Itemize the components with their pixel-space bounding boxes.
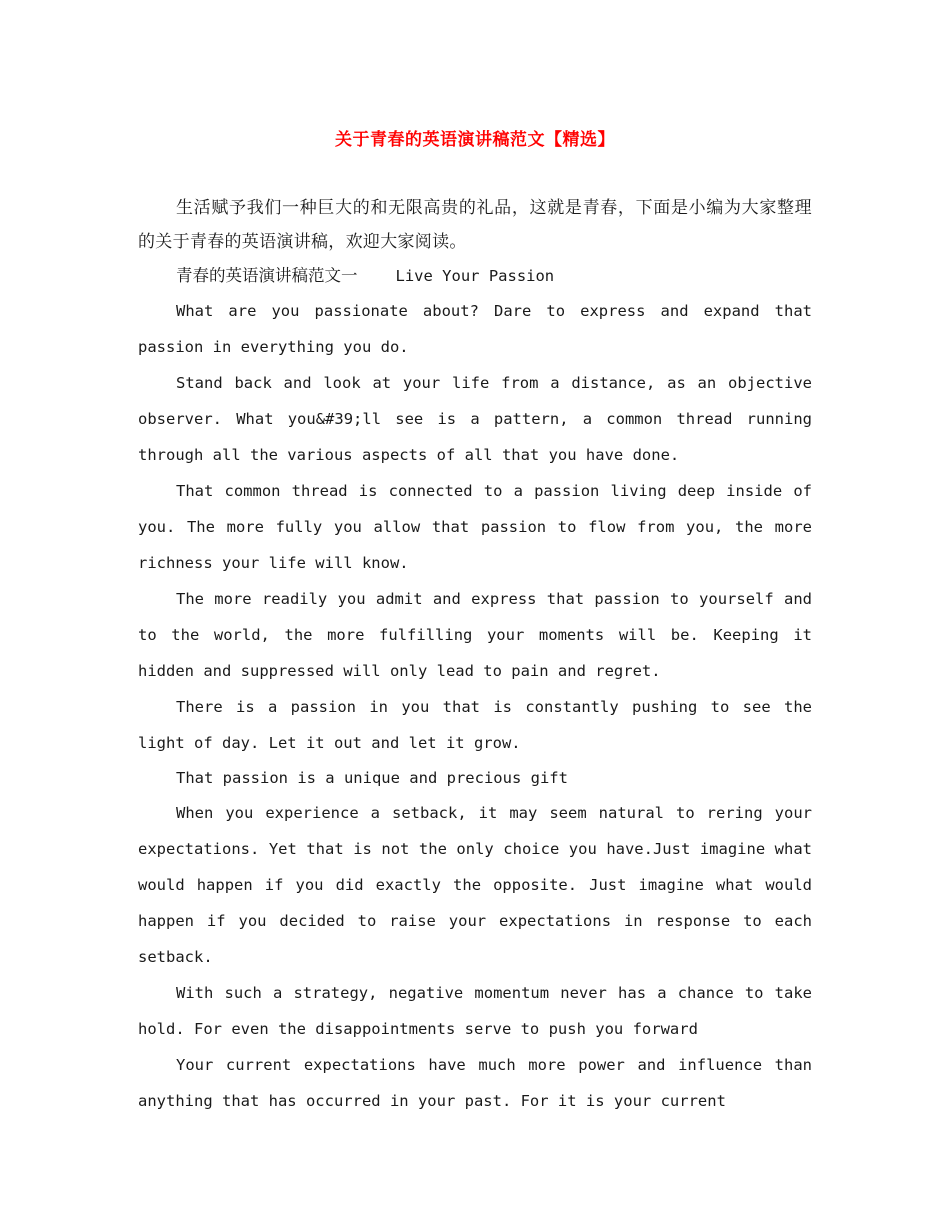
body-paragraph: When you experience a setback, it may seem natural to rering your expectations. Yet that is not the only choice you have.Just imagine what would happen if you did exactly the opposite. Just imagine what would happen if you decided to raise your expectations in response to each setback. bbox=[138, 804, 812, 966]
document-title: 关于青春的英语演讲稿范文【精选】 bbox=[335, 130, 615, 150]
body-paragraph: Stand back and look at your life from a distance, as an objective observer. What you&#39;ll see is a pattern, a common thread running through all the various aspects of all that you have done. bbox=[138, 374, 812, 464]
section-heading-en: Live Your Passion bbox=[395, 267, 555, 285]
section-heading bbox=[138, 259, 812, 293]
section-heading-cn: 青春的英语演讲稿范文一 bbox=[176, 266, 358, 285]
body-paragraph: That passion is a unique and precious gift bbox=[176, 769, 568, 787]
body-paragraph: With such a strategy, negative momentum never has a chance to take hold. For even the disappointments serve to push you forward bbox=[138, 984, 812, 1038]
document-body bbox=[138, 191, 812, 1119]
body-paragraph: The more readily you admit and express that passion to yourself and to the world, the more fulfilling your moments will be. Keeping it hidden and suppressed will only lead to pain and regret. bbox=[138, 590, 812, 680]
body-paragraph: What are you passionate about? Dare to express and expand that passion in everything you do. bbox=[138, 302, 812, 356]
body-paragraph: That common thread is connected to a passion living deep inside of you. The more fully you allow that passion to flow from you, the more richness your life will know. bbox=[138, 482, 812, 572]
intro-paragraph: 生活赋予我们一种巨大的和无限高贵的礼品，这就是青春，下面是小编为大家整理的关于青春的英语演讲稿，欢迎大家阅读。 bbox=[138, 198, 812, 252]
body-paragraph: Your current expectations have much more power and influence than anything that has occurred in your past. For it is your current bbox=[138, 1056, 812, 1110]
body-paragraph: There is a passion in you that is constantly pushing to see the light of day. Let it out and let it grow. bbox=[138, 698, 812, 752]
